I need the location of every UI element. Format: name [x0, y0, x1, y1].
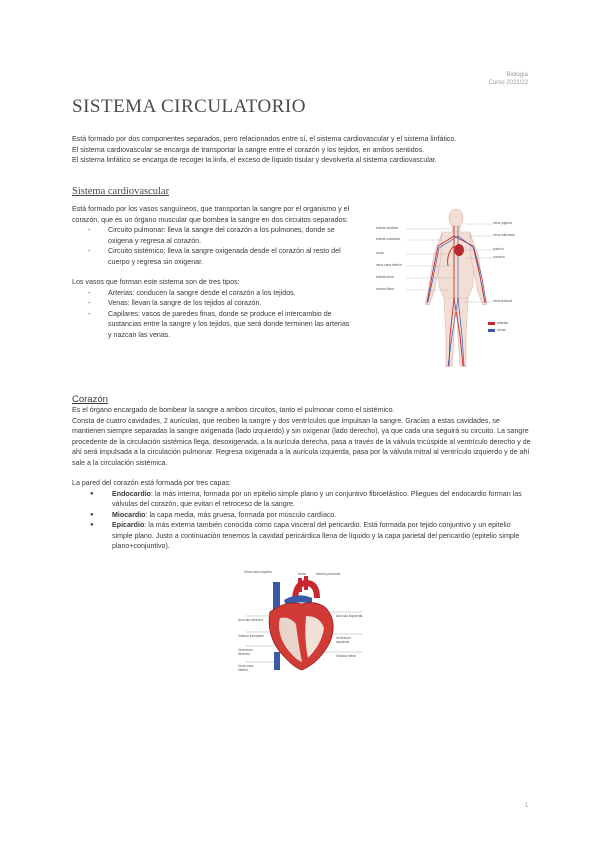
body-illustration	[376, 206, 524, 374]
body-label: aorta	[376, 251, 384, 255]
corazon-para: Es el órgano encargado de bombear la sangre a ambos circuitos, tanto el pulmonar como el sistémico.	[72, 406, 395, 414]
layer-term: Epicardio	[112, 521, 145, 529]
heart-figure	[238, 570, 363, 674]
page-number: 1	[524, 803, 528, 809]
layer-list	[90, 489, 532, 552]
list-item: - Capilares: vasos de paredes finas, donde se produce el intercambio de sustancias entre la sangre y los tejidos, que será donde terminen las arterias y nazcan las venas.	[86, 309, 352, 341]
cardio-para: Los vasos que forman este sistema son de tres tipos:	[72, 278, 240, 286]
corazon-heading: Corazón	[72, 394, 108, 405]
intro-line: Está formado por dos componentes separados, pero relacionados entre sí, el sistema cardiovascular y el sistema linfático.	[72, 135, 457, 143]
heart-label: Aurícula izquierda	[336, 614, 363, 618]
list-item	[90, 489, 532, 510]
legend-label: venas	[497, 328, 506, 332]
cardio-para: Está formado por los vasos sanguíneos, que transportan la sangre por el organismo y el corazón, que es un órgano muscular que bombea la sangre en dos circuitos separados:	[72, 205, 350, 224]
heart-label: Vena cava superior	[244, 570, 273, 574]
list-item: - Circuito sistémico: lleva la sangre oxigenada desde el corazón al resto del cuerpo y regresa sin oxigenar.	[86, 246, 352, 267]
intro-paragraph	[72, 134, 532, 166]
heart-label: Aorta	[298, 572, 306, 576]
vessel-list	[86, 288, 352, 341]
heart-label: Aurícula derecha	[238, 618, 263, 622]
heart-label: Válvula tricúspide	[238, 634, 264, 638]
header-course: Curso 2021/22	[488, 80, 528, 86]
body-label: arteria renal	[376, 275, 394, 279]
body-label: vena femoral	[493, 299, 513, 303]
cardio-heading: Sistema cardiovascular	[72, 186, 170, 197]
header-subject: Biología	[506, 72, 528, 78]
intro-line: El sistema linfático se encarga de recoger la linfa, el exceso de líquido tisular y devolverla al sistema cardiovascular.	[72, 156, 437, 164]
layer-text: : la más interna, formada por un epitelio simple plano y un conjuntivo fibroelástico. Pliegues del endocardio forman las válvulas del corazón, que evitan el retroceso de la sangre.	[112, 489, 522, 508]
heart-label: Arteria pulmonar	[316, 572, 341, 576]
heart-label: Ventrículo derecho	[238, 648, 253, 656]
corazon-para: Consta de cuatro cavidades, 2 aurículas, que reciben la sangre y dos ventrículos que impulsan la sangre. Gracias a estas cavidades, se mantienen siempre separadas la sangre oxigenada (lado izquierdo) y sin oxigenar (lado derecho), ya que cada una seguirá su circuito. La sangre procedente de la circulación sistémica llega, desoxigenada, a la aurícula derecha, pasa a través de la válvula tricúspide al ventrículo derecho y de ahí será impulsada a la circulación pulmonar. Regresa oxigenada a la aurícula izquierda, pasa por la válvula mitral al ventrículo izquierdo y de ahí sale a la circulación sistémica.	[72, 416, 531, 467]
heart-illustration	[246, 572, 362, 674]
body-label: vena yugular	[493, 221, 512, 225]
layer-term: Miocardio	[112, 510, 146, 519]
legend-label: arterias	[497, 321, 508, 325]
heart-label: Ventrículo izquierdo	[336, 636, 351, 644]
circuit-list	[86, 225, 352, 267]
cardio-section	[72, 204, 352, 340]
intro-line: El sistema cardiovascular se encarga de transportar la sangre entre el corazón y los tejidos, en ambos sentidos.	[72, 145, 425, 154]
list-item	[90, 510, 532, 521]
page-title: SISTEMA CIRCULATORIO	[72, 96, 306, 117]
body-label: corazón	[493, 255, 505, 259]
body-label: arteria ilíaca	[376, 287, 394, 291]
list-item	[90, 520, 532, 552]
list-item: - Circuito pulmonar: lleva la sangre del corazón a los pulmones, donde se oxigena y regresa al corazón.	[86, 225, 352, 246]
body-label: vena subclavia	[493, 233, 515, 237]
heart-label: Vena cava inferior	[238, 664, 254, 672]
body-label: arteria carótida	[376, 226, 398, 230]
circulatory-body-figure	[376, 206, 524, 374]
layer-term: Endocardio	[112, 489, 152, 498]
body-label: pulmón	[493, 247, 504, 251]
heart-label: Válvula mitral	[336, 654, 356, 658]
body-label: arteria subclavia	[376, 237, 401, 241]
layer-text: : la más externa también conocida como capa visceral del pericardio. Está formada por tejido conjuntivo y un epitelio simple plano. Justo a continuación tenemos la cavidad pericárdica llena de líquido y la capa parietal del pericardio (epitelio simple plano+conjuntivo).	[112, 521, 520, 550]
page-header	[489, 71, 528, 87]
list-item: - Venas: llevan la sangre de los tejidos al corazón.	[86, 298, 352, 309]
corazon-para: La pared del corazón está formada por tres capas:	[72, 479, 231, 487]
corazon-section	[72, 405, 532, 552]
layer-text: : la capa media, más gruesa, formada por músculo cardíaco.	[145, 510, 337, 519]
body-label: vena cava inferior	[376, 263, 403, 267]
list-item: - Arterias: conducen la sangre desde el corazón a los tejidos.	[86, 288, 352, 299]
